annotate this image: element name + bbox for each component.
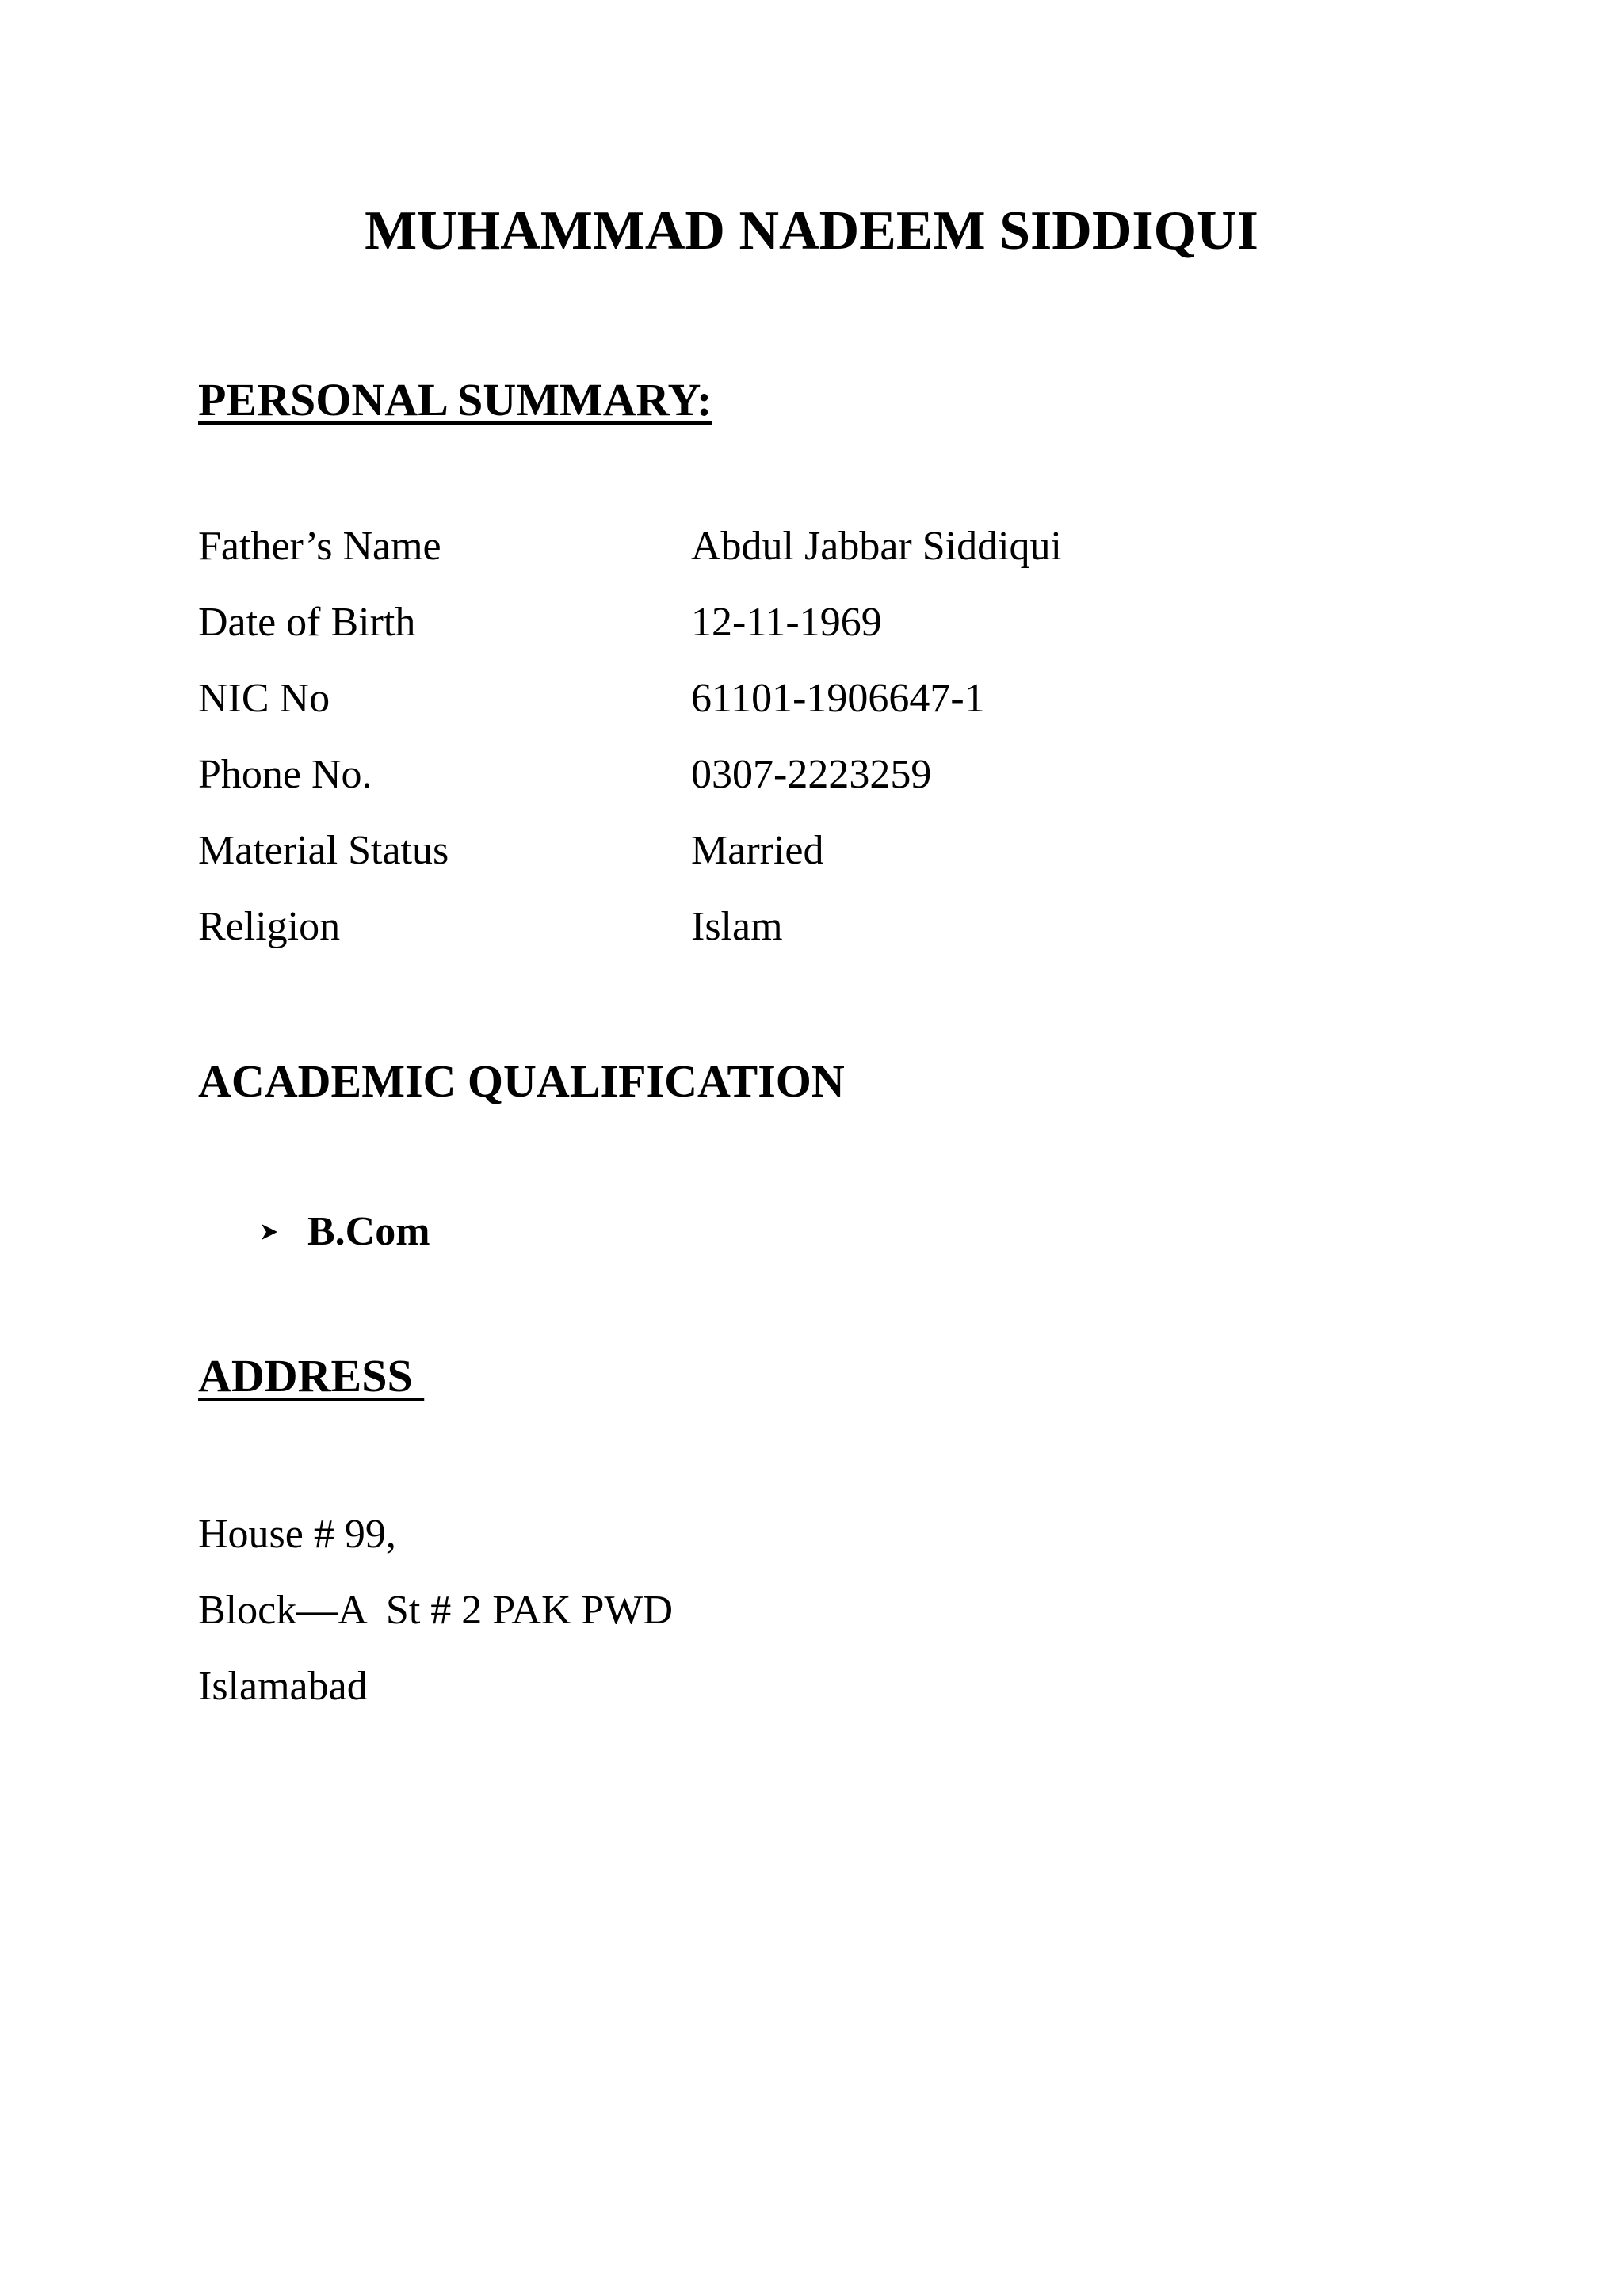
arrowhead-bullet-icon <box>260 1204 307 1260</box>
info-row-material-status <box>198 823 1062 899</box>
info-value: 12-11-1969 <box>691 600 882 645</box>
resume-name-title: MUHAMMAD NADEEM SIDDIQUI <box>365 200 1258 261</box>
info-row-nic-no <box>198 671 1062 747</box>
address-heading: ADDRESS <box>198 1350 425 1402</box>
info-row-religion <box>198 899 1062 975</box>
info-row-date-of-birth <box>198 595 1062 671</box>
info-value: 61101-1906647-1 <box>691 676 985 721</box>
info-row-phone-no <box>198 747 1062 823</box>
info-label: NIC No <box>198 676 330 721</box>
info-label: Material Status <box>198 828 449 873</box>
address-block <box>198 1507 673 1735</box>
personal-summary-heading: PERSONAL SUMMARY: <box>198 374 712 425</box>
info-value: Abdul Jabbar Siddiqui <box>691 524 1062 569</box>
list-item <box>260 1204 430 1260</box>
address-line: House # 99, <box>198 1512 396 1557</box>
address-line: Block—A St # 2 PAK PWD <box>198 1588 674 1633</box>
qualification-list <box>260 1204 430 1260</box>
personal-info-table <box>198 519 1062 975</box>
info-value: 0307-2223259 <box>691 752 932 797</box>
academic-qualification-heading: ACADEMIC QUALIFICATION <box>198 1055 845 1107</box>
info-label: Phone No. <box>198 752 372 797</box>
info-value: Married <box>691 828 824 873</box>
info-label: Date of Birth <box>198 600 416 645</box>
info-value: Islam <box>691 904 783 949</box>
qualification-text: B.Com <box>307 1209 430 1254</box>
address-line: Islamabad <box>198 1664 368 1709</box>
info-label: Religion <box>198 904 341 949</box>
info-row-father-name <box>198 519 1062 595</box>
info-label: Father’s Name <box>198 524 441 569</box>
